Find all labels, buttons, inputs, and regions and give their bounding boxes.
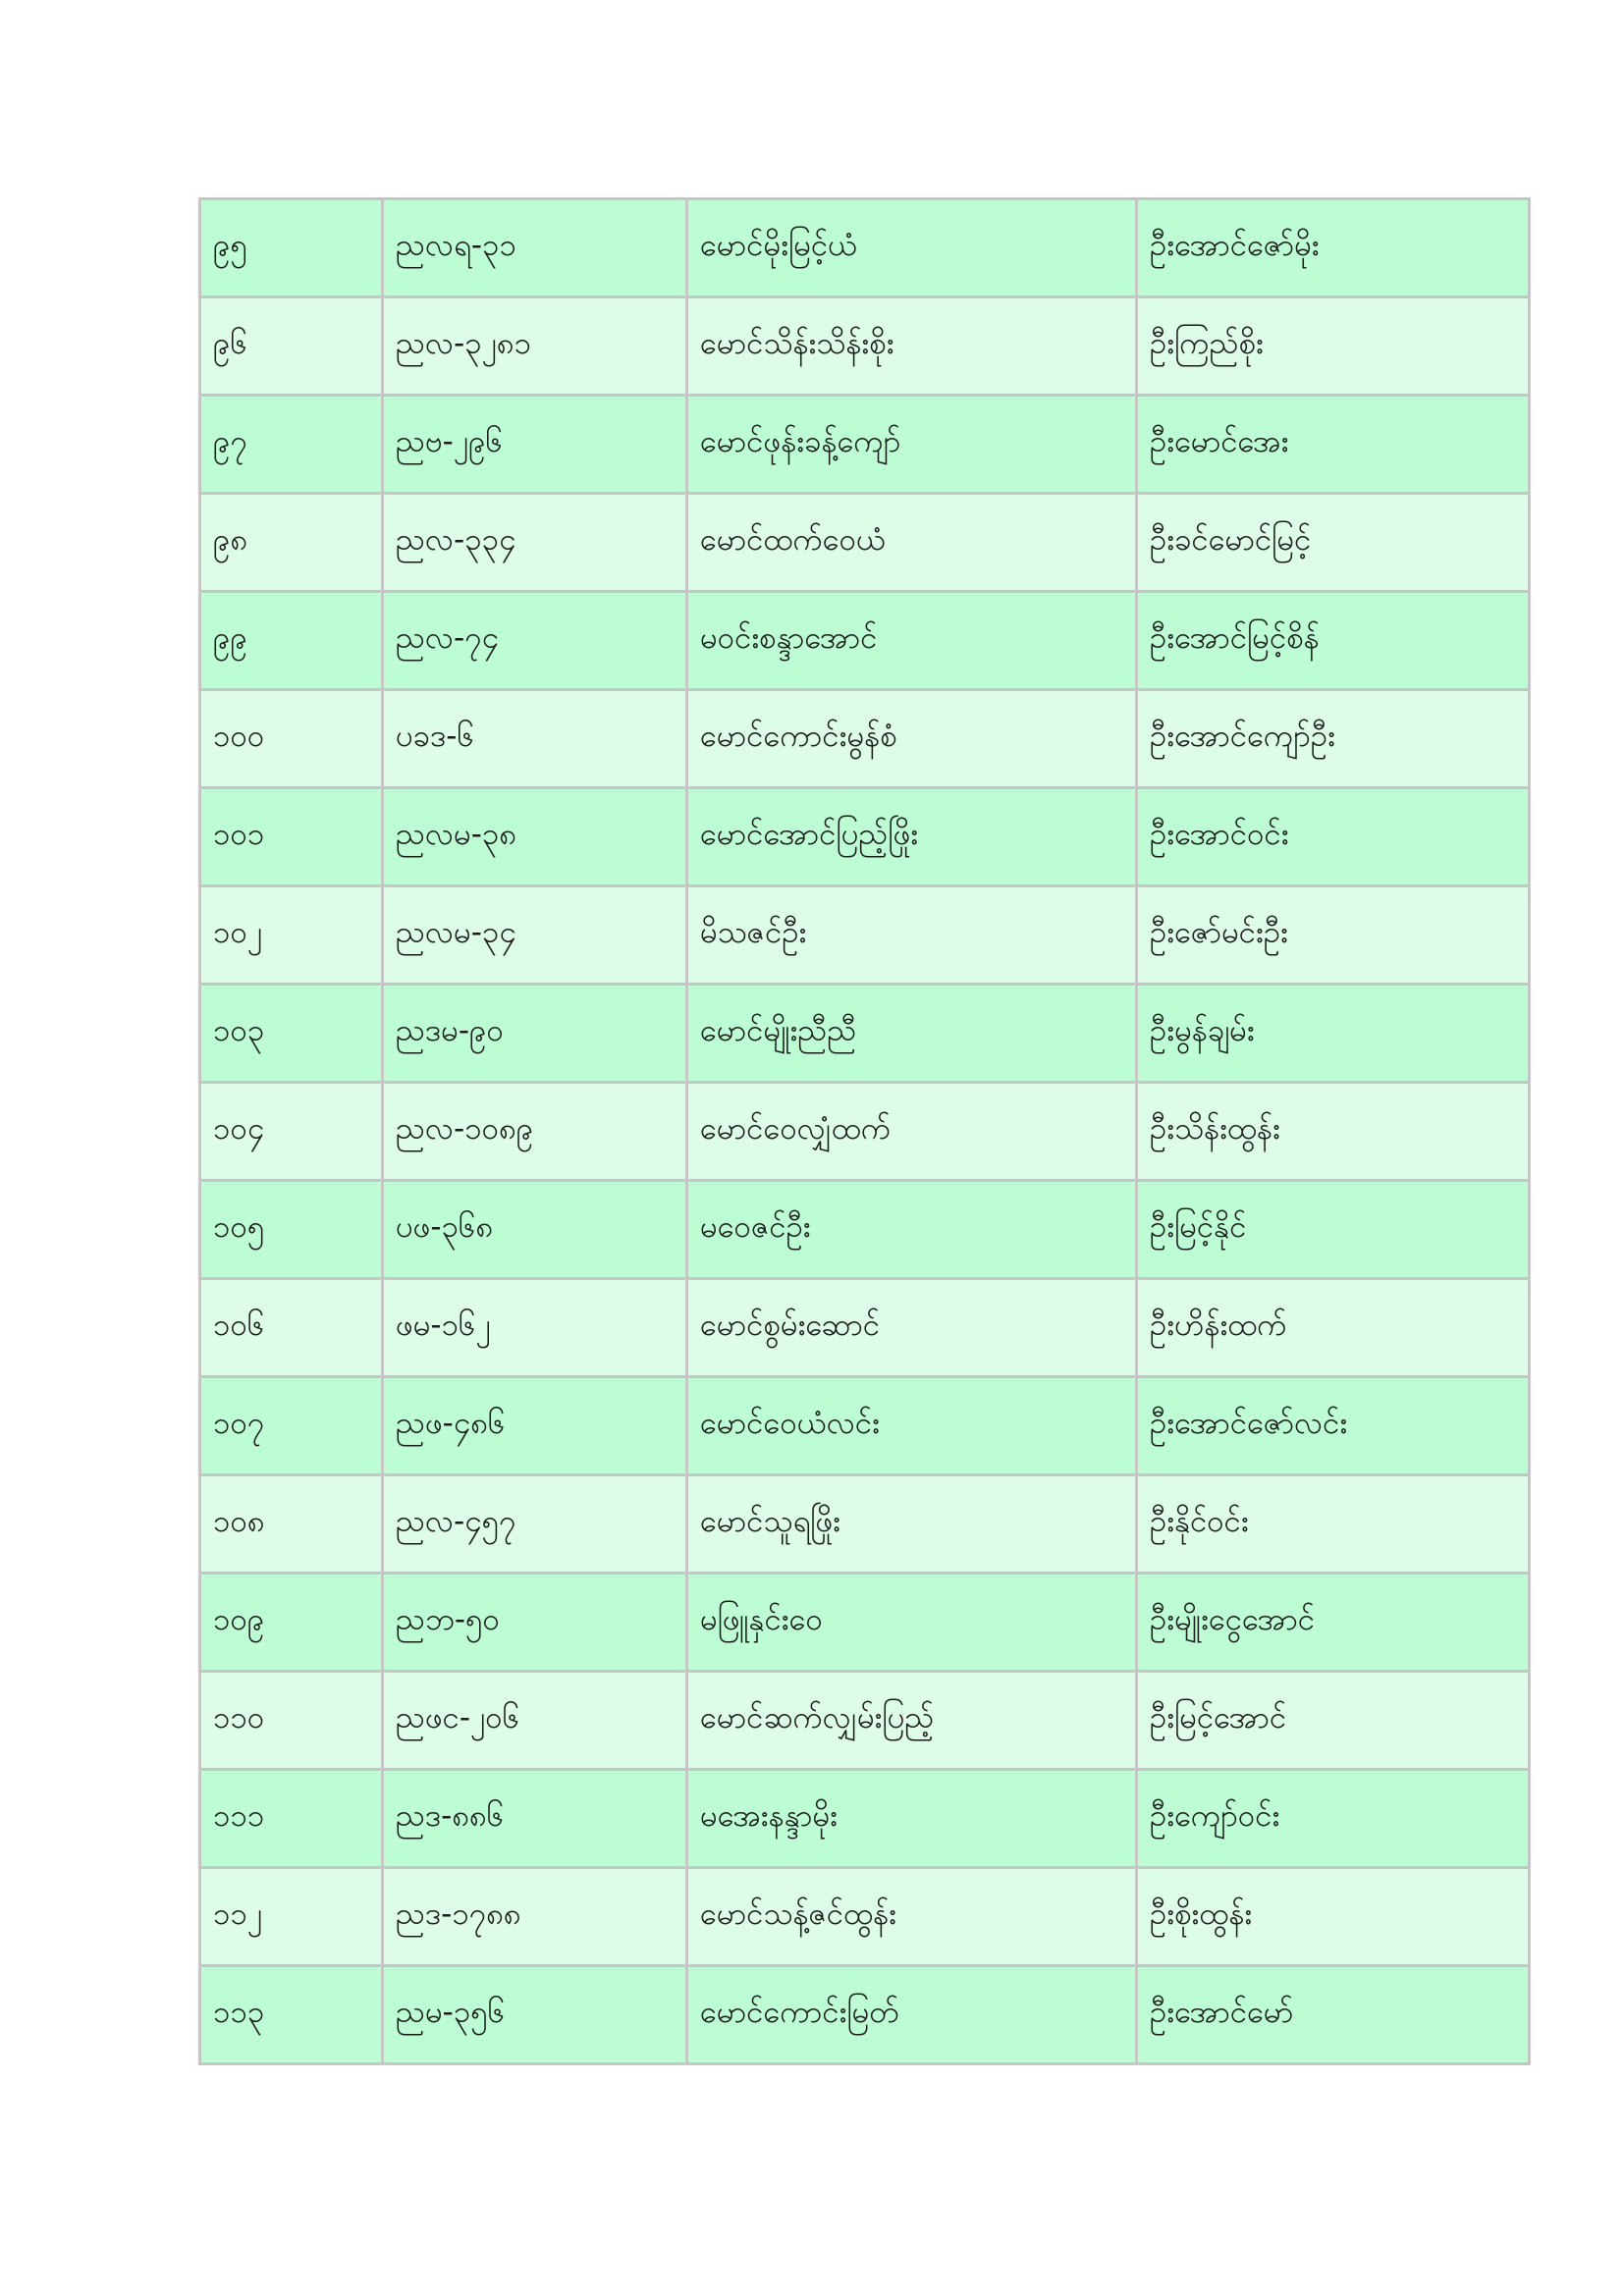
father-name-cell: ဦးခင်မောင်မြင့် [1137,494,1530,592]
table-row [200,1377,1530,1475]
registration-id-cell: ညမ-၃၅၆ [383,1966,687,2064]
registration-id-cell: ညလမ-၃၈ [383,788,687,886]
student-name-cell: မောင်သိန်းသိန်းစိုး [687,297,1137,396]
registration-id-cell: ညလ-၃၃၄ [383,494,687,592]
student-name-cell: မောင်သူရဖြိုး [687,1475,1137,1574]
table-row [200,396,1530,494]
serial-number-cell: ၉၉ [200,592,383,690]
table-row [200,985,1530,1083]
student-name-cell: မောင်ထက်ဝေယံ [687,494,1137,592]
registration-id-cell: ဖမ-၁၆၂ [383,1279,687,1377]
serial-number-cell: ၉၅ [200,199,383,297]
registration-id-cell: ညလ-၄၅၇ [383,1475,687,1574]
father-name-cell: ဦးသိန်းထွန်း [1137,1083,1530,1181]
serial-number-cell: ၁၀၇ [200,1377,383,1475]
student-name-cell: မောင်မိုးမြင့်ယံ [687,199,1137,297]
father-name-cell: ဦးအောင်ဇော်လင်း [1137,1377,1530,1475]
registration-id-cell: ညလရ-၃၁ [383,199,687,297]
serial-number-cell: ၁၁၂ [200,1868,383,1966]
table-row [200,592,1530,690]
registration-id-cell: ညလ-၁၀၈၉ [383,1083,687,1181]
father-name-cell: ဦးအောင်ဝင်း [1137,788,1530,886]
table-row [200,1868,1530,1966]
father-name-cell: ဦးမျိုးငွေအောင် [1137,1574,1530,1672]
serial-number-cell: ၁၀၁ [200,788,383,886]
father-name-cell: ဦးကြည်စိုး [1137,297,1530,396]
table-row [200,1083,1530,1181]
registration-id-cell: ညဒ-၁၇၈၈ [383,1868,687,1966]
table-row [200,1966,1530,2064]
registration-id-cell: ညလ-၇၄ [383,592,687,690]
registration-id-cell: ညဒ-၈၈၆ [383,1770,687,1868]
student-name-cell: မအေးနန္ဒာမိုး [687,1770,1137,1868]
registration-id-cell: ပခဒ-၆ [383,690,687,788]
table-row [200,1574,1530,1672]
student-name-cell: မောင်ဝေယံလင်း [687,1377,1137,1475]
registration-id-cell: ညဖင-၂၀၆ [383,1672,687,1770]
father-name-cell: ဦးဇော်မင်းဦး [1137,886,1530,985]
serial-number-cell: ၁၀၈ [200,1475,383,1574]
serial-number-cell: ၉၆ [200,297,383,396]
table-row [200,297,1530,396]
serial-number-cell: ၁၀၄ [200,1083,383,1181]
serial-number-cell: ၁၀၀ [200,690,383,788]
student-name-cell: မောင်ဆက်လျှမ်းပြည့် [687,1672,1137,1770]
father-name-cell: ဦးအောင်ဇော်မိုး [1137,199,1530,297]
registration-id-cell: ညဘ-၅၀ [383,1574,687,1672]
table-row [200,1475,1530,1574]
student-name-cell: မဖြူနှင်းဝေ [687,1574,1137,1672]
serial-number-cell: ၁၀၅ [200,1181,383,1279]
table-row [200,690,1530,788]
father-name-cell: ဦးအောင်မြင့်စိန် [1137,592,1530,690]
student-name-cell: မောင်မျိုးညီညီ [687,985,1137,1083]
table-row [200,199,1530,297]
student-name-cell: မောင်ဝေလျှံထက် [687,1083,1137,1181]
father-name-cell: ဦးမြင့်နိုင် [1137,1181,1530,1279]
roster-body [200,199,1530,2064]
table-row [200,1672,1530,1770]
serial-number-cell: ၉၈ [200,494,383,592]
student-name-cell: မိသဇင်ဦး [687,886,1137,985]
registration-id-cell: ပဖ-၃၆၈ [383,1181,687,1279]
registration-id-cell: ညဖ-၄၈၆ [383,1377,687,1475]
registration-id-cell: ညဗ-၂၉၆ [383,396,687,494]
father-name-cell: ဦးဟိန်းထက် [1137,1279,1530,1377]
registration-id-cell: ညလ-၃၂၈၁ [383,297,687,396]
father-name-cell: ဦးစိုးထွန်း [1137,1868,1530,1966]
father-name-cell: ဦးအောင်ကျော်ဦး [1137,690,1530,788]
student-name-cell: မောင်ဖုန်းခန့်ကျော် [687,396,1137,494]
registration-id-cell: ညလမ-၃၄ [383,886,687,985]
student-name-cell: မောင်အောင်ပြည့်ဖြိုး [687,788,1137,886]
father-name-cell: ဦးမြင့်အောင် [1137,1672,1530,1770]
serial-number-cell: ၁၀၃ [200,985,383,1083]
father-name-cell: ဦးမွန်ချမ်း [1137,985,1530,1083]
table-row [200,886,1530,985]
registration-id-cell: ညဒမ-၉၀ [383,985,687,1083]
father-name-cell: ဦးနိုင်ဝင်း [1137,1475,1530,1574]
father-name-cell: ဦးမောင်အေး [1137,396,1530,494]
table-row [200,1279,1530,1377]
serial-number-cell: ၁၁၁ [200,1770,383,1868]
student-name-cell: မောင်စွမ်းဆောင် [687,1279,1137,1377]
serial-number-cell: ၁၀၉ [200,1574,383,1672]
serial-number-cell: ၁၁၃ [200,1966,383,2064]
serial-number-cell: ၁၀၂ [200,886,383,985]
father-name-cell: ဦးအောင်မော် [1137,1966,1530,2064]
student-roster-table [198,197,1531,2065]
father-name-cell: ဦးကျော်ဝင်း [1137,1770,1530,1868]
table-row [200,1181,1530,1279]
serial-number-cell: ၉၇ [200,396,383,494]
table-row [200,788,1530,886]
serial-number-cell: ၁၀၆ [200,1279,383,1377]
serial-number-cell: ၁၁၀ [200,1672,383,1770]
student-name-cell: မဝင်းစန္ဒာအောင် [687,592,1137,690]
table-row [200,1770,1530,1868]
student-name-cell: မဝေဇင်ဦး [687,1181,1137,1279]
student-name-cell: မောင်ကောင်းမွန်စံ [687,690,1137,788]
table-row [200,494,1530,592]
student-name-cell: မောင်ကောင်းမြတ် [687,1966,1137,2064]
student-name-cell: မောင်သန့်ဇင်ထွန်း [687,1868,1137,1966]
